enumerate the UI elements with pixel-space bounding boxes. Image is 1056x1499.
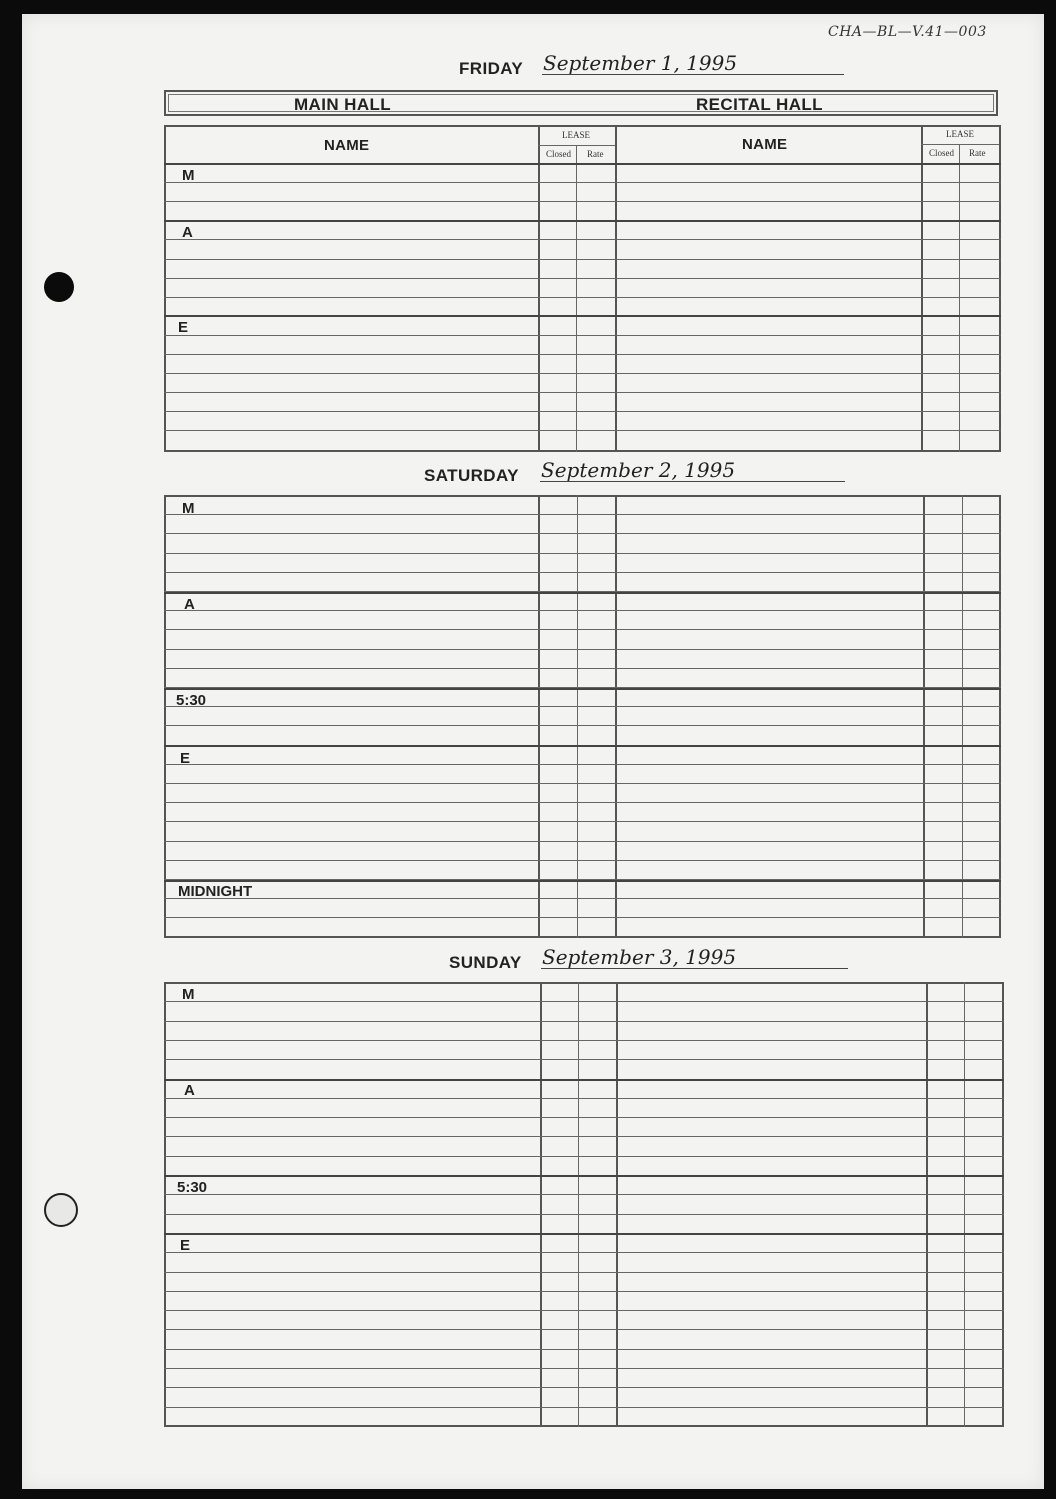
binder-hole-bottom — [44, 1193, 78, 1227]
sunday-row-line — [164, 1001, 1004, 1002]
saturday-row-line — [164, 629, 1001, 630]
sunday-main-closed-rate-divider — [578, 982, 579, 1427]
saturday-row-line — [164, 553, 1001, 554]
binder-hole-top — [44, 272, 74, 302]
saturday-row-line — [164, 917, 1001, 918]
saturday-midnight-label: MIDNIGHT — [178, 883, 253, 900]
friday-row-line — [164, 201, 1001, 202]
sunday-section-line — [164, 1175, 1004, 1177]
saturday-row-line — [164, 783, 1001, 784]
friday-row-line — [164, 354, 1001, 355]
saturday-hall-divider — [615, 495, 617, 938]
saturday-row-line — [164, 898, 1001, 899]
friday-evening-label: E — [178, 319, 189, 336]
friday-row-line — [164, 259, 1001, 260]
main-lease-header: LEASE — [562, 130, 590, 140]
saturday-row-line — [164, 610, 1001, 611]
saturday-row-line — [164, 725, 1001, 726]
main-rate-header: Rate — [587, 149, 604, 159]
sunday-section-line — [164, 1079, 1004, 1081]
friday-row-line — [164, 278, 1001, 279]
saturday-table — [164, 495, 1001, 938]
main-closed-header: Closed — [546, 149, 572, 159]
saturday-recital-lease-divider — [923, 495, 925, 938]
sunday-row-line — [164, 1059, 1004, 1060]
recital-hall-label: RECITAL HALL — [696, 95, 823, 114]
recital-name-header: NAME — [742, 136, 788, 153]
saturday-date: September 2, 1995 — [541, 458, 736, 482]
friday-row-line — [164, 411, 1001, 412]
saturday-evening-label: E — [180, 750, 191, 767]
friday-main-lease-subline — [538, 145, 615, 146]
recital-closed-header: Closed — [929, 148, 955, 158]
sunday-hall-divider — [616, 982, 618, 1427]
sunday-table — [164, 982, 1004, 1427]
sunday-row-line — [164, 1156, 1004, 1157]
friday-afternoon-label: A — [182, 224, 193, 241]
sunday-date: September 3, 1995 — [542, 945, 737, 969]
sunday-530-label: 5:30 — [177, 1179, 208, 1196]
main-name-header: NAME — [324, 137, 370, 154]
friday-recital-lease-divider — [921, 125, 923, 452]
saturday-main-lease-divider — [538, 495, 540, 938]
friday-recital-lease-subline — [921, 144, 999, 145]
friday-row-line — [164, 297, 1001, 298]
sunday-row-line — [164, 1387, 1004, 1388]
sunday-row-line — [164, 1349, 1004, 1350]
saturday-row-line — [164, 668, 1001, 669]
sunday-row-line — [164, 1252, 1004, 1253]
saturday-section-line — [164, 688, 1001, 690]
friday-title: FRIDAY — [459, 59, 524, 78]
friday-date-line — [542, 74, 844, 75]
sunday-row-line — [164, 1272, 1004, 1273]
saturday-row-line — [164, 572, 1001, 573]
hall-header-bar — [164, 90, 998, 116]
sunday-row-line — [164, 1040, 1004, 1041]
saturday-row-line — [164, 841, 1001, 842]
saturday-main-closed-rate-divider — [577, 495, 578, 938]
friday-header-line — [164, 163, 1001, 165]
sunday-morning-label: M — [182, 986, 195, 1003]
archive-code: CHA—BL—V.41—003 — [828, 24, 987, 40]
main-hall-label: MAIN HALL — [294, 95, 392, 114]
sunday-row-line — [164, 1368, 1004, 1369]
sunday-main-lease-divider — [540, 982, 542, 1427]
friday-row-line — [164, 430, 1001, 431]
friday-row-line — [164, 392, 1001, 393]
saturday-section-line — [164, 745, 1001, 747]
saturday-row-line — [164, 860, 1001, 861]
friday-row-line — [164, 335, 1001, 336]
sunday-recital-lease-divider — [926, 982, 928, 1427]
sunday-title: SUNDAY — [449, 953, 522, 972]
recital-lease-header: LEASE — [946, 129, 974, 139]
saturday-date-line — [540, 481, 845, 482]
sunday-row-line — [164, 1310, 1004, 1311]
friday-row-line — [164, 373, 1001, 374]
sunday-row-line — [164, 1021, 1004, 1022]
sunday-row-line — [164, 1098, 1004, 1099]
sunday-row-line — [164, 1136, 1004, 1137]
saturday-row-line — [164, 649, 1001, 650]
saturday-morning-label: M — [182, 500, 195, 517]
saturday-row-line — [164, 514, 1001, 515]
friday-row-line — [164, 182, 1001, 183]
sunday-afternoon-label: A — [184, 1082, 195, 1099]
saturday-row-line — [164, 706, 1001, 707]
friday-hall-divider — [615, 125, 617, 452]
saturday-row-line — [164, 802, 1001, 803]
sunday-recital-closed-rate-divider — [964, 982, 965, 1427]
saturday-section-line — [164, 880, 1001, 882]
saturday-row-line — [164, 533, 1001, 534]
recital-rate-header: Rate — [969, 148, 986, 158]
sunday-row-line — [164, 1214, 1004, 1215]
friday-main-lease-divider — [538, 125, 540, 452]
saturday-530-label: 5:30 — [176, 692, 207, 709]
friday-recital-closed-rate-divider — [959, 145, 960, 452]
saturday-row-line — [164, 821, 1001, 822]
sunday-row-line — [164, 1194, 1004, 1195]
saturday-section-line — [164, 592, 1001, 594]
sunday-row-line — [164, 1407, 1004, 1408]
saturday-afternoon-label: A — [184, 596, 195, 613]
friday-section-line — [164, 220, 1001, 222]
saturday-recital-closed-rate-divider — [962, 495, 963, 938]
sunday-evening-label: E — [180, 1237, 191, 1254]
friday-date: September 1, 1995 — [543, 51, 738, 75]
sunday-row-line — [164, 1117, 1004, 1118]
sunday-row-line — [164, 1329, 1004, 1330]
friday-section-line — [164, 315, 1001, 317]
saturday-row-line — [164, 764, 1001, 765]
sunday-section-line — [164, 1233, 1004, 1235]
saturday-title: SATURDAY — [424, 466, 519, 485]
friday-table — [164, 125, 1001, 452]
sunday-date-line — [541, 968, 848, 969]
sunday-row-line — [164, 1291, 1004, 1292]
friday-main-closed-rate-divider — [576, 145, 577, 452]
friday-row-line — [164, 239, 1001, 240]
friday-morning-label: M — [182, 167, 195, 184]
